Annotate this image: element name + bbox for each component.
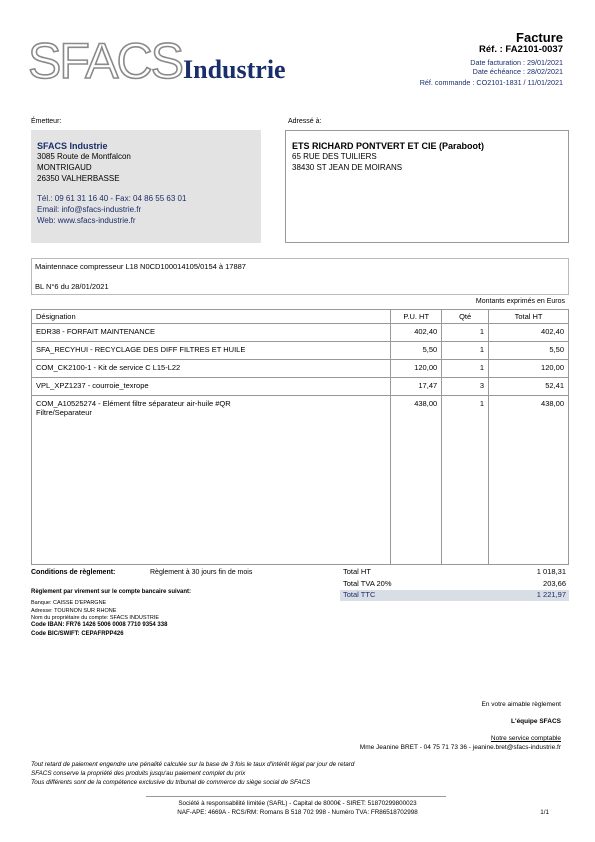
contact-text: Mme Jeanine BRET - 04 75 71 73 36 - jeanine.bret@sfacs-industrie.fr	[359, 744, 561, 751]
total-ht-label: Total HT	[343, 567, 371, 576]
row-total: 402,40	[489, 324, 569, 342]
legal-line1: Tout retard de paiement engendre une pénalité calculée sur la base de 3 fois le taux d'intérêt légal par jour de retard	[31, 761, 355, 768]
legal-line3: Tous différents sont de la compétence exclusive du tribunal de commerce du siège social de SFACS	[31, 779, 311, 786]
row-total: 120,00	[489, 360, 569, 378]
row-designation-line2: Filtre/Separateur	[36, 408, 92, 417]
row-pu: 5,50	[391, 342, 442, 360]
row-qte: 1	[442, 324, 489, 342]
invoice-ref: Réf. : FA2101-0037	[479, 44, 563, 55]
row-total: 52,41	[489, 378, 569, 396]
items-table	[31, 309, 569, 565]
footer-line1: Société à responsabilité limitée (SARL) - Capital de 8000€ - SIRET: 51870299800023	[178, 800, 417, 807]
emetteur-email[interactable]: Email: info@sfacs-industrie.fr	[37, 205, 142, 214]
table-row	[32, 396, 569, 565]
total-ht-value: 1 018,31	[536, 567, 566, 576]
date-echeance: Date échéance : 28/02/2021	[472, 67, 563, 76]
row-pu: 120,00	[391, 360, 442, 378]
destinataire-address1: 65 RUE DES TUILIERS	[292, 152, 377, 161]
total-tva-label: Total TVA 20%	[343, 579, 392, 588]
team-text: L'équipe SFACS	[511, 718, 561, 725]
logo-sub: Industrie	[183, 55, 286, 84]
table-row	[32, 324, 569, 342]
account-owner: Nom du propriétaire du compte: SFACS INDUSTRIE	[31, 615, 160, 621]
row-total: 438,00	[489, 396, 569, 565]
table-header-row	[32, 310, 569, 324]
conditions-value: Règlement à 30 jours fin de mois	[150, 569, 253, 576]
destinataire-label: Adressé à:	[288, 118, 322, 125]
legal-line2: SFACS conserve la propriété des produits jusqu'au paiement complet du prix	[31, 770, 246, 777]
date-facturation: Date facturation : 29/01/2021	[470, 58, 563, 67]
destinataire-box	[285, 130, 569, 243]
row-designation: SFA_RECYHUI - RECYCLAGE DES DIFF FILTRES ET HUILE	[32, 342, 391, 360]
regards-text: En votre aimable règlement	[481, 701, 561, 708]
description-line1: Maintennace compresseur L18 N0CD100014105/0154 à 17887	[35, 262, 246, 271]
emetteur-address3: 26350 VALHERBASSE	[37, 174, 120, 183]
col-total: Total HT	[489, 310, 569, 324]
emetteur-web[interactable]: Web: www.sfacs-industrie.fr	[37, 216, 136, 225]
row-qte: 1	[442, 360, 489, 378]
bic: Code BIC/SWIFT: CEPAFRPP426	[31, 631, 124, 637]
total-ttc-row	[340, 590, 569, 601]
footer-divider	[146, 796, 446, 797]
iban: Code IBAN: FR76 1426 5006 0008 7710 9354 338	[31, 622, 168, 628]
description-line2: BL N°6 du 28/01/2021	[35, 282, 109, 291]
footer-line2: NAF-APE: 4669A - RCS/RM: Romans B 518 702 998 - Numéro TVA: FR86518702998	[177, 809, 418, 816]
table-row	[32, 378, 569, 396]
emetteur-name: SFACS Industrie	[37, 141, 108, 151]
col-qte: Qté	[442, 310, 489, 324]
row-pu: 17,47	[391, 378, 442, 396]
emetteur-box	[31, 130, 261, 243]
row-designation: VPL_XPZ1237 - courroie_texrope	[32, 378, 391, 396]
table-row	[32, 360, 569, 378]
row-total: 5,50	[489, 342, 569, 360]
row-pu: 402,40	[391, 324, 442, 342]
col-designation: Désignation	[32, 310, 391, 324]
total-tva-value: 203,66	[543, 579, 566, 588]
total-tva-row	[340, 579, 569, 590]
row-designation: EDR38 - FORFAIT MAINTENANCE	[32, 324, 391, 342]
emetteur-address2: MONTRIGAUD	[37, 163, 92, 172]
row-qte: 3	[442, 378, 489, 396]
service-text: Notre service comptable	[490, 735, 561, 742]
row-qte: 1	[442, 396, 489, 565]
row-qte: 1	[442, 342, 489, 360]
total-ttc-label: Total TTC	[343, 590, 376, 599]
total-ttc-value: 1 221,97	[536, 590, 566, 599]
table-row	[32, 342, 569, 360]
description-box	[31, 258, 569, 295]
ref-commande: Réf. commande : CO2101-1831 / 11/01/2021	[419, 78, 563, 87]
bank-address: Adresse: TOURNON SUR RHONE	[31, 608, 117, 614]
col-pu: P.U. HT	[391, 310, 442, 324]
logo-text: SFACS	[28, 34, 182, 84]
row-pu: 438,00	[391, 396, 442, 565]
sfacs-logo	[28, 34, 328, 84]
virement-label: Règlement par virement sur le compte bancaire suivant:	[31, 589, 192, 595]
emetteur-address1: 3085 Route de Montfalcon	[37, 152, 131, 161]
conditions-label: Conditions de règlement:	[31, 569, 116, 576]
invoice-title: Facture	[516, 30, 563, 45]
destinataire-address2: 38430 ST JEAN DE MOIRANS	[292, 163, 403, 172]
row-designation	[32, 396, 391, 565]
bank-name: Banque: CAISSE D'EPARGNE	[31, 600, 107, 606]
total-ht-row	[340, 567, 569, 578]
currency-note: Montants exprimés en Euros	[475, 298, 565, 305]
destinataire-name: ETS RICHARD PONTVERT ET CIE (Paraboot)	[292, 141, 485, 151]
emetteur-tel: Tél.: 09 61 31 16 40 - Fax: 04 86 55 63 01	[37, 194, 187, 203]
row-designation-line1: COM_A10525274 - Elément filtre séparateur air-huile #QR	[36, 399, 231, 408]
row-designation: COM_CK2100-1 - Kit de service C L15-L22	[32, 360, 391, 378]
emetteur-label: Émetteur:	[31, 118, 62, 125]
page-number: 1/1	[540, 809, 549, 816]
